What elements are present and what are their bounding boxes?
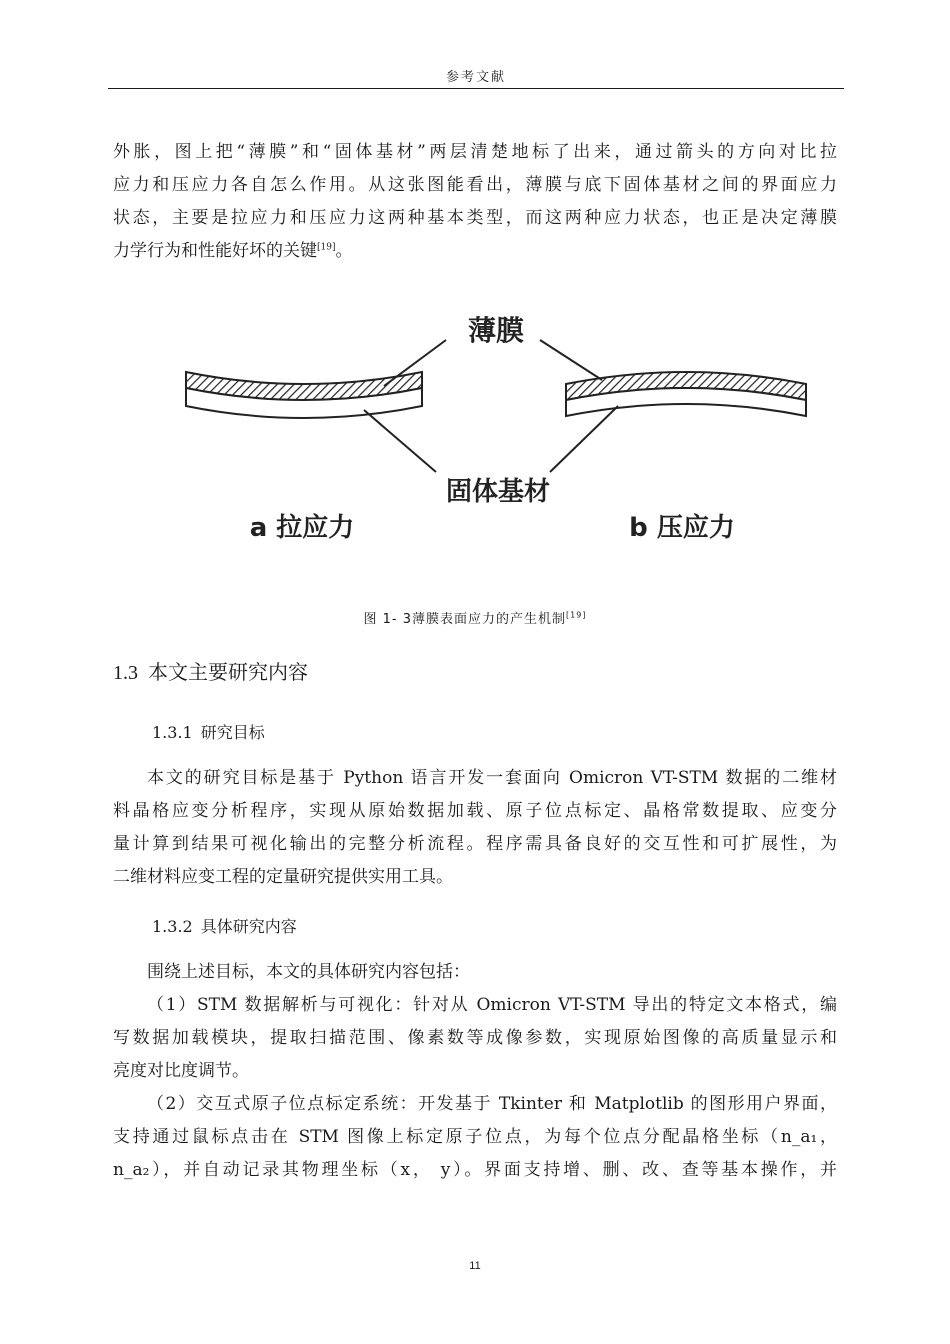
figure-caption — [0, 608, 950, 627]
text-line: 量计算到结果可视化输出的完整分析流程。程序需具备良好的交互性和可扩展性，为 — [113, 834, 837, 854]
text-line: 支持通过鼠标点击在 STM 图像上标定原子位点，为每个位点分配晶格坐标（n_a₁， — [113, 1127, 837, 1147]
section-number: 1.3.1 — [152, 723, 193, 742]
text-line: （2）交互式原子位点标定系统：开发基于 Tkinter 和 Matplotlib 的图形用户界面， — [147, 1094, 837, 1114]
research-content-intro — [113, 956, 837, 989]
stress-figure — [178, 296, 818, 556]
text-line — [113, 235, 837, 268]
stress-diagram — [178, 296, 818, 556]
intro-paragraph — [113, 136, 837, 268]
text-line: 写数据加载模块，提取扫描范围、像素数等成像参数，实现原始图像的高质量显示和 — [113, 1028, 837, 1048]
citation-ref: [19] — [317, 242, 336, 253]
label-compression: b 压应力 — [629, 513, 735, 543]
text-line: （1）STM 数据解析与可视化：针对从 Omicron VT-STM 导出的特定文本格式，编 — [147, 995, 837, 1015]
label-tension: a 拉应力 — [249, 513, 355, 543]
running-header: 参考文献 — [445, 70, 506, 85]
section-heading-1-3 — [113, 656, 308, 685]
text-fragment: 力学行为和性能好坏的关键 — [113, 241, 317, 261]
text-line: 本文的研究目标是基于 Python 语言开发一套面向 Omicron VT-STM 数据的二维材 — [147, 768, 837, 788]
citation-ref: [19] — [566, 610, 587, 620]
text-fragment: 。 — [335, 241, 353, 261]
text-line: 外胀，图上把“薄膜”和“固体基材”两层清楚地标了出来，通过箭头的方向对比拉 — [113, 142, 837, 162]
leader-line — [550, 406, 618, 472]
research-goal-paragraph — [113, 762, 837, 894]
leader-line — [540, 340, 602, 380]
section-number: 1.3 — [113, 662, 138, 684]
section-title: 本文主要研究内容 — [148, 660, 308, 684]
section-title: 具体研究内容 — [200, 917, 297, 936]
leader-line — [364, 410, 436, 472]
text-line: n_a₂），并自动记录其物理坐标（x， y）。界面支持增、删、改、查等基本操作，并 — [113, 1160, 837, 1180]
section-heading-1-3-2 — [152, 914, 297, 937]
page-number: 11 — [469, 1260, 481, 1272]
text-line: 料晶格应变分析程序，实现从原始数据加载、原子位点标定、晶格常数提取、应变分 — [113, 801, 837, 821]
text-line: 亮度对比度调节。 — [113, 1061, 249, 1081]
header-rule — [108, 88, 844, 89]
research-item-2 — [113, 1088, 837, 1187]
caption-text: 图 1- 3薄膜表面应力的产生机制 — [363, 612, 567, 627]
section-heading-1-3-1 — [152, 720, 265, 743]
text-line: 状态，主要是拉应力和压应力这两种基本类型，而这两种应力状态，也正是决定薄膜 — [113, 208, 837, 228]
text-line: 二维材料应变工程的定量研究提供实用工具。 — [113, 867, 453, 887]
research-item-1 — [113, 989, 837, 1088]
section-number: 1.3.2 — [152, 917, 193, 936]
label-substrate: 固体基材 — [445, 477, 551, 507]
text-line: 应力和压应力各自怎么作用。从这张图能看出，薄膜与底下固体基材之间的界面应力 — [113, 175, 837, 195]
text-line: 围绕上述目标，本文的具体研究内容包括： — [147, 962, 470, 982]
label-film: 薄膜 — [467, 314, 525, 347]
section-title: 研究目标 — [200, 723, 265, 742]
